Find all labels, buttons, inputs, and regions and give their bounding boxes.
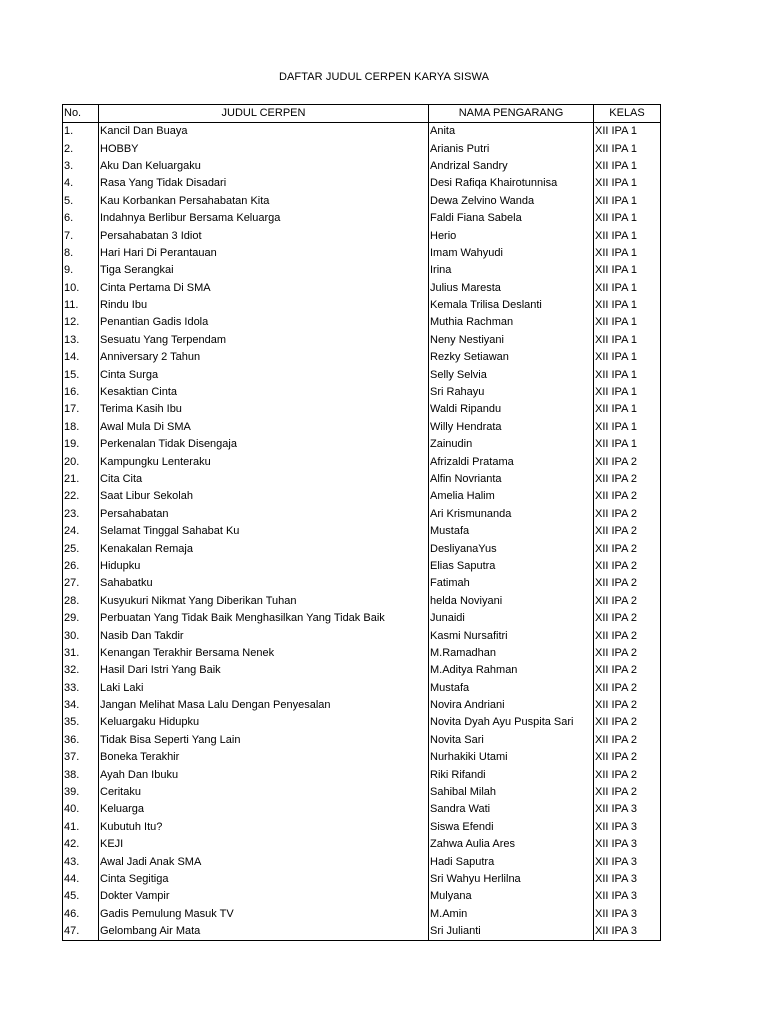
cell-kelas: XII IPA 3 [594, 801, 661, 818]
cell-nama-pengarang: Willy Hendrata [429, 419, 594, 436]
cell-nama-pengarang: Nurhakiki Utami [429, 749, 594, 766]
cell-nama-pengarang: helda Noviyani [429, 593, 594, 610]
cell-no: 32. [63, 662, 99, 679]
cell-no: 12. [63, 314, 99, 331]
cell-kelas: XII IPA 1 [594, 297, 661, 314]
table-row [63, 245, 661, 262]
header-no: No. [63, 105, 99, 123]
cell-kelas: XII IPA 2 [594, 453, 661, 470]
cell-judul-cerpen: Aku Dan Keluargaku [99, 158, 429, 175]
table-row [63, 906, 661, 923]
cell-judul-cerpen: Persahabatan [99, 506, 429, 523]
cell-nama-pengarang: Mustafa [429, 523, 594, 540]
cell-kelas: XII IPA 1 [594, 349, 661, 366]
cell-no: 36. [63, 732, 99, 749]
cell-judul-cerpen: Perkenalan Tidak Disengaja [99, 436, 429, 453]
cerpen-table-container [62, 104, 661, 941]
cell-judul-cerpen: Kesaktian Cinta [99, 384, 429, 401]
table-row [63, 853, 661, 870]
table-row [63, 645, 661, 662]
cell-nama-pengarang: Novita Sari [429, 732, 594, 749]
cell-nama-pengarang: M.Amin [429, 906, 594, 923]
cell-kelas: XII IPA 2 [594, 575, 661, 592]
cell-nama-pengarang: Imam Wahyudi [429, 245, 594, 262]
cell-no: 37. [63, 749, 99, 766]
cell-judul-cerpen: Sesuatu Yang Terpendam [99, 332, 429, 349]
cell-no: 31. [63, 645, 99, 662]
cell-judul-cerpen: Sahabatku [99, 575, 429, 592]
cell-kelas: XII IPA 1 [594, 314, 661, 331]
cell-kelas: XII IPA 3 [594, 853, 661, 870]
cell-nama-pengarang: Junaidi [429, 610, 594, 627]
cell-nama-pengarang: Neny Nestiyani [429, 332, 594, 349]
cell-no: 26. [63, 558, 99, 575]
table-row [63, 627, 661, 644]
table-row [63, 801, 661, 818]
table-row [63, 784, 661, 801]
cell-no: 41. [63, 819, 99, 836]
cell-judul-cerpen: Hasil Dari Istri Yang Baik [99, 662, 429, 679]
cell-no: 17. [63, 401, 99, 418]
cell-no: 6. [63, 210, 99, 227]
cell-kelas: XII IPA 1 [594, 366, 661, 383]
cell-no: 47. [63, 923, 99, 941]
cell-no: 19. [63, 436, 99, 453]
cell-nama-pengarang: Riki Rifandi [429, 766, 594, 783]
table-row [63, 506, 661, 523]
cell-kelas: XII IPA 2 [594, 784, 661, 801]
cell-no: 11. [63, 297, 99, 314]
cell-nama-pengarang: Novira Andriani [429, 697, 594, 714]
table-row [63, 662, 661, 679]
table-row [63, 540, 661, 557]
cell-nama-pengarang: Waldi Ripandu [429, 401, 594, 418]
cell-no: 28. [63, 593, 99, 610]
cell-no: 34. [63, 697, 99, 714]
table-row [63, 280, 661, 297]
cell-no: 24. [63, 523, 99, 540]
cell-no: 30. [63, 627, 99, 644]
cell-nama-pengarang: Alfin Novrianta [429, 471, 594, 488]
cell-judul-cerpen: Kau Korbankan Persahabatan Kita [99, 193, 429, 210]
cell-kelas: XII IPA 2 [594, 766, 661, 783]
table-row [63, 314, 661, 331]
cell-no: 45. [63, 888, 99, 905]
cell-nama-pengarang: DesliyanaYus [429, 540, 594, 557]
cell-no: 13. [63, 332, 99, 349]
table-row [63, 419, 661, 436]
cell-no: 27. [63, 575, 99, 592]
cell-judul-cerpen: Boneka Terakhir [99, 749, 429, 766]
cell-judul-cerpen: Selamat Tinggal Sahabat Ku [99, 523, 429, 540]
table-row [63, 297, 661, 314]
table-row [63, 610, 661, 627]
cell-kelas: XII IPA 3 [594, 906, 661, 923]
cell-kelas: XII IPA 2 [594, 645, 661, 662]
cell-nama-pengarang: Selly Selvia [429, 366, 594, 383]
cell-kelas: XII IPA 3 [594, 923, 661, 941]
table-row [63, 158, 661, 175]
cell-nama-pengarang: Zainudin [429, 436, 594, 453]
cell-nama-pengarang: Mustafa [429, 680, 594, 697]
cell-kelas: XII IPA 2 [594, 697, 661, 714]
table-row [63, 593, 661, 610]
document-title: DAFTAR JUDUL CERPEN KARYA SISWA [278, 71, 490, 83]
cell-kelas: XII IPA 2 [594, 593, 661, 610]
cell-no: 1. [63, 123, 99, 141]
cell-no: 4. [63, 175, 99, 192]
cell-kelas: XII IPA 2 [594, 732, 661, 749]
table-row [63, 558, 661, 575]
table-row [63, 680, 661, 697]
cell-judul-cerpen: Dokter Vampir [99, 888, 429, 905]
cell-judul-cerpen: Rasa Yang Tidak Disadari [99, 175, 429, 192]
cell-kelas: XII IPA 1 [594, 332, 661, 349]
cell-nama-pengarang: Sahibal Milah [429, 784, 594, 801]
cell-nama-pengarang: Faldi Fiana Sabela [429, 210, 594, 227]
cell-judul-cerpen: Perbuatan Yang Tidak Baik Menghasilkan Yang Tidak Baik [99, 610, 429, 627]
cell-judul-cerpen: Kenangan Terakhir Bersama Nenek [99, 645, 429, 662]
cell-no: 40. [63, 801, 99, 818]
table-body [63, 123, 661, 941]
cell-kelas: XII IPA 1 [594, 436, 661, 453]
header-kelas: KELAS [594, 105, 661, 123]
header-judul-cerpen: JUDUL CERPEN [99, 105, 429, 123]
cell-kelas: XII IPA 1 [594, 384, 661, 401]
table-row [63, 766, 661, 783]
cell-kelas: XII IPA 1 [594, 193, 661, 210]
cell-no: 29. [63, 610, 99, 627]
cell-judul-cerpen: Saat Libur Sekolah [99, 488, 429, 505]
cell-nama-pengarang: Afrizaldi Pratama [429, 453, 594, 470]
cell-kelas: XII IPA 3 [594, 836, 661, 853]
cell-kelas: XII IPA 2 [594, 610, 661, 627]
table-row [63, 488, 661, 505]
cell-no: 7. [63, 227, 99, 244]
cell-no: 25. [63, 540, 99, 557]
cell-nama-pengarang: Herio [429, 227, 594, 244]
cell-nama-pengarang: Julius Maresta [429, 280, 594, 297]
cell-kelas: XII IPA 1 [594, 262, 661, 279]
cell-judul-cerpen: Tiga Serangkai [99, 262, 429, 279]
cell-nama-pengarang: Arianis Putri [429, 140, 594, 157]
cell-nama-pengarang: Irina [429, 262, 594, 279]
cell-kelas: XII IPA 2 [594, 662, 661, 679]
cell-kelas: XII IPA 1 [594, 210, 661, 227]
cell-kelas: XII IPA 2 [594, 558, 661, 575]
cell-kelas: XII IPA 1 [594, 227, 661, 244]
cell-judul-cerpen: Kancil Dan Buaya [99, 123, 429, 141]
cell-no: 8. [63, 245, 99, 262]
cell-kelas: XII IPA 2 [594, 523, 661, 540]
cell-nama-pengarang: Siswa Efendi [429, 819, 594, 836]
cell-judul-cerpen: Cita Cita [99, 471, 429, 488]
cell-nama-pengarang: Ari Krismunanda [429, 506, 594, 523]
table-row [63, 227, 661, 244]
cell-nama-pengarang: Andrizal Sandry [429, 158, 594, 175]
cell-judul-cerpen: Awal Mula Di SMA [99, 419, 429, 436]
cell-kelas: XII IPA 1 [594, 245, 661, 262]
cell-nama-pengarang: Kasmi Nursafitri [429, 627, 594, 644]
table-row [63, 436, 661, 453]
cell-nama-pengarang: Zahwa Aulia Ares [429, 836, 594, 853]
cell-no: 43. [63, 853, 99, 870]
table-row [63, 732, 661, 749]
cell-judul-cerpen: Jangan Melihat Masa Lalu Dengan Penyesalan [99, 697, 429, 714]
cell-no: 9. [63, 262, 99, 279]
cell-judul-cerpen: Laki Laki [99, 680, 429, 697]
cell-no: 44. [63, 871, 99, 888]
table-row [63, 332, 661, 349]
cell-kelas: XII IPA 3 [594, 819, 661, 836]
cerpen-table [62, 104, 661, 941]
cell-nama-pengarang: Sri Wahyu Herlilna [429, 871, 594, 888]
cell-kelas: XII IPA 3 [594, 888, 661, 905]
cell-nama-pengarang: Novita Dyah Ayu Puspita Sari [429, 714, 594, 731]
table-row [63, 714, 661, 731]
cell-no: 33. [63, 680, 99, 697]
cell-judul-cerpen: Hari Hari Di Perantauan [99, 245, 429, 262]
cell-kelas: XII IPA 3 [594, 871, 661, 888]
table-row [63, 262, 661, 279]
cell-no: 23. [63, 506, 99, 523]
cell-judul-cerpen: Persahabatan 3 Idiot [99, 227, 429, 244]
cell-no: 38. [63, 766, 99, 783]
cell-kelas: XII IPA 2 [594, 506, 661, 523]
cell-nama-pengarang: M.Ramadhan [429, 645, 594, 662]
cell-no: 16. [63, 384, 99, 401]
cell-no: 39. [63, 784, 99, 801]
table-row [63, 384, 661, 401]
table-row [63, 366, 661, 383]
cell-no: 10. [63, 280, 99, 297]
cell-judul-cerpen: Tidak Bisa Seperti Yang Lain [99, 732, 429, 749]
cell-nama-pengarang: Sandra Wati [429, 801, 594, 818]
cell-kelas: XII IPA 1 [594, 140, 661, 157]
table-row [63, 471, 661, 488]
cell-judul-cerpen: Kusyukuri Nikmat Yang Diberikan Tuhan [99, 593, 429, 610]
cell-judul-cerpen: KEJI [99, 836, 429, 853]
table-row [63, 871, 661, 888]
cell-nama-pengarang: Sri Julianti [429, 923, 594, 941]
cell-judul-cerpen: Cinta Surga [99, 366, 429, 383]
table-row [63, 193, 661, 210]
cell-no: 2. [63, 140, 99, 157]
cell-nama-pengarang: Dewa Zelvino Wanda [429, 193, 594, 210]
cell-nama-pengarang: M.Aditya Rahman [429, 662, 594, 679]
table-row [63, 175, 661, 192]
cell-nama-pengarang: Sri Rahayu [429, 384, 594, 401]
cell-nama-pengarang: Anita [429, 123, 594, 141]
table-row [63, 453, 661, 470]
table-row [63, 697, 661, 714]
cell-judul-cerpen: Gelombang Air Mata [99, 923, 429, 941]
cell-kelas: XII IPA 2 [594, 540, 661, 557]
cell-kelas: XII IPA 2 [594, 471, 661, 488]
table-row [63, 888, 661, 905]
cell-kelas: XII IPA 2 [594, 627, 661, 644]
cell-judul-cerpen: Nasib Dan Takdir [99, 627, 429, 644]
cell-judul-cerpen: Keluarga [99, 801, 429, 818]
cell-nama-pengarang: Amelia Halim [429, 488, 594, 505]
table-row [63, 819, 661, 836]
cell-nama-pengarang: Mulyana [429, 888, 594, 905]
cell-kelas: XII IPA 2 [594, 749, 661, 766]
cell-kelas: XII IPA 1 [594, 280, 661, 297]
cell-judul-cerpen: Kenakalan Remaja [99, 540, 429, 557]
cell-judul-cerpen: Awal Jadi Anak SMA [99, 853, 429, 870]
cell-judul-cerpen: Hidupku [99, 558, 429, 575]
cell-nama-pengarang: Elias Saputra [429, 558, 594, 575]
header-nama-pengarang: NAMA PENGARANG [429, 105, 594, 123]
cell-judul-cerpen: Ayah Dan Ibuku [99, 766, 429, 783]
table-row [63, 140, 661, 157]
cell-no: 20. [63, 453, 99, 470]
cell-judul-cerpen: Cinta Pertama Di SMA [99, 280, 429, 297]
cell-judul-cerpen: Kampungku Lenteraku [99, 453, 429, 470]
cell-kelas: XII IPA 1 [594, 158, 661, 175]
table-row [63, 836, 661, 853]
cell-judul-cerpen: Terima Kasih Ibu [99, 401, 429, 418]
cell-no: 35. [63, 714, 99, 731]
cell-kelas: XII IPA 1 [594, 401, 661, 418]
cell-kelas: XII IPA 1 [594, 123, 661, 141]
cell-judul-cerpen: Ceritaku [99, 784, 429, 801]
table-row [63, 123, 661, 141]
cell-judul-cerpen: Rindu Ibu [99, 297, 429, 314]
cell-nama-pengarang: Rezky Setiawan [429, 349, 594, 366]
cell-judul-cerpen: Indahnya Berlibur Bersama Keluarga [99, 210, 429, 227]
cell-nama-pengarang: Hadi Saputra [429, 853, 594, 870]
cell-judul-cerpen: Penantian Gadis Idola [99, 314, 429, 331]
cell-no: 42. [63, 836, 99, 853]
cell-no: 15. [63, 366, 99, 383]
cell-nama-pengarang: Fatimah [429, 575, 594, 592]
cell-kelas: XII IPA 2 [594, 714, 661, 731]
cell-judul-cerpen: Cinta Segitiga [99, 871, 429, 888]
cell-judul-cerpen: HOBBY [99, 140, 429, 157]
table-row [63, 210, 661, 227]
table-row [63, 523, 661, 540]
cell-judul-cerpen: Gadis Pemulung Masuk TV [99, 906, 429, 923]
cell-no: 46. [63, 906, 99, 923]
cell-kelas: XII IPA 1 [594, 175, 661, 192]
cell-nama-pengarang: Desi Rafiqa Khairotunnisa [429, 175, 594, 192]
cell-kelas: XII IPA 1 [594, 419, 661, 436]
table-row [63, 349, 661, 366]
cell-no: 18. [63, 419, 99, 436]
cell-judul-cerpen: Anniversary 2 Tahun [99, 349, 429, 366]
table-row [63, 575, 661, 592]
cell-judul-cerpen: Kubutuh Itu? [99, 819, 429, 836]
cell-kelas: XII IPA 2 [594, 680, 661, 697]
cell-judul-cerpen: Keluargaku Hidupku [99, 714, 429, 731]
table-row [63, 401, 661, 418]
cell-kelas: XII IPA 2 [594, 488, 661, 505]
cell-no: 14. [63, 349, 99, 366]
table-row [63, 923, 661, 941]
cell-nama-pengarang: Kemala Trilisa Deslanti [429, 297, 594, 314]
cell-no: 5. [63, 193, 99, 210]
cell-no: 21. [63, 471, 99, 488]
cell-no: 22. [63, 488, 99, 505]
cell-no: 3. [63, 158, 99, 175]
table-row [63, 749, 661, 766]
table-header-row [63, 105, 661, 123]
cell-nama-pengarang: Muthia Rachman [429, 314, 594, 331]
